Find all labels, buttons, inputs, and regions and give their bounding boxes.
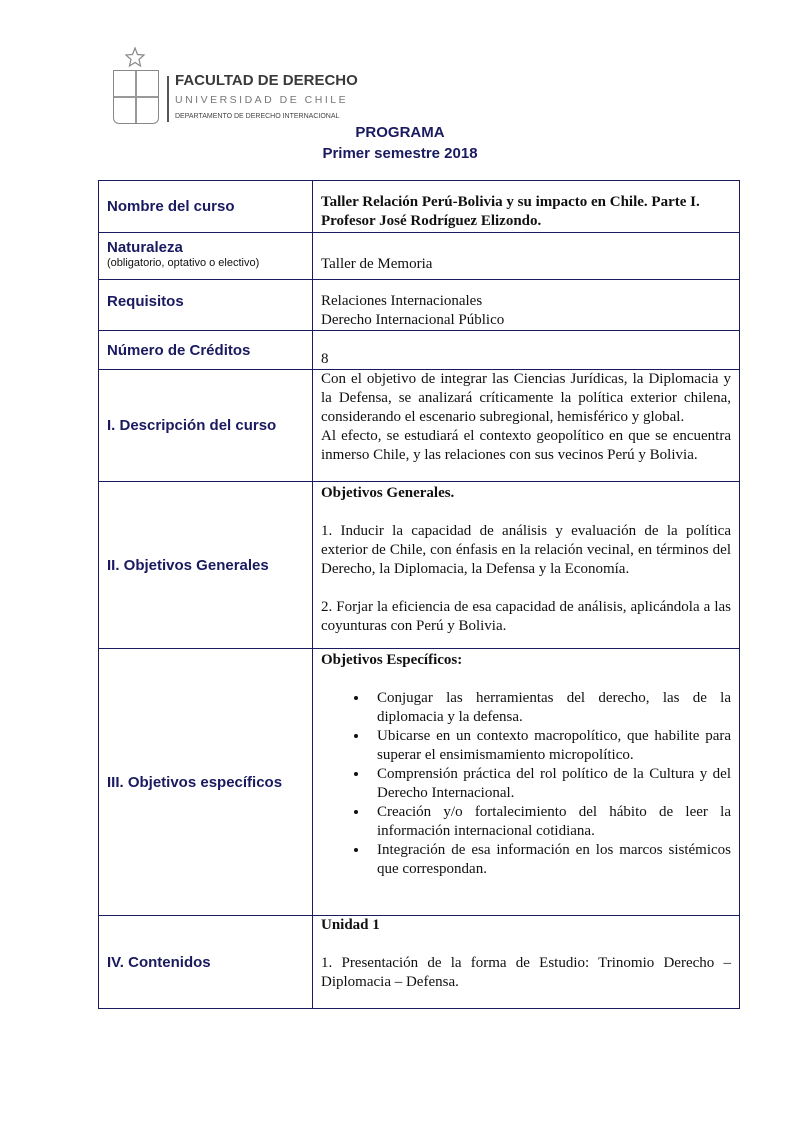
row-especificos (99, 649, 740, 916)
list-item: • Integración de esa información en los marcos sistémicos que correspondan. (369, 841, 731, 879)
descripcion-p2: Al efecto, se estudiará el contexto geopolítico en que se encuentra inmerso Chile, y las relaciones con sus vecinos Perú y Bolivia. (321, 428, 731, 463)
row-naturaleza (99, 233, 740, 280)
row-creditos (99, 331, 740, 370)
label-creditos: Número de Créditos (99, 331, 313, 370)
logo-divider (167, 76, 169, 122)
list-item: • Ubicarse en un contexto macropolítico, que habilite para superar el ensimismamiento micropolítico. (369, 727, 731, 765)
program-table (98, 180, 740, 1009)
creditos-value: 8 (313, 331, 740, 370)
row-generales (99, 482, 740, 649)
star-icon (123, 46, 147, 68)
list-item: • Conjugar las herramientas del derecho, las de la diplomacia y la defensa. (369, 689, 731, 727)
label-requisitos: Requisitos (99, 280, 313, 331)
label-especificos: III. Objetivos específicos (99, 649, 313, 916)
course-name: Taller Relación Perú-Bolivia y su impacto en Chile. Parte I. (321, 193, 700, 210)
label-nombre: Nombre del curso (99, 181, 313, 233)
contenidos-p1: 1. Presentación de la forma de Estudio: Trinomio Derecho – Diplomacia – Defensa. (321, 955, 731, 990)
logo-title: FACULTAD DE DERECHO (175, 72, 358, 89)
list-item: • Comprensión práctica del rol político de la Cultura y del Derecho Internacional. (369, 765, 731, 803)
coat-of-arms-icon (113, 70, 159, 124)
label-generales: II. Objetivos Generales (99, 482, 313, 649)
generales-p2: 2. Forjar la eficiencia de esa capacidad de análisis, aplicándola a las coyunturas con Perú y Bolivia. (321, 599, 731, 634)
generales-p1: 1. Inducir la capacidad de análisis y evaluación de la política exterior de Chile, con énfasis en la relación vecinal, en términos del Derecho, la Diplomacia, la Defensa y la Economía. (321, 523, 731, 577)
especificos-heading: Objetivos Específicos: (321, 652, 463, 668)
row-contenidos (99, 916, 740, 1009)
row-requisitos (99, 280, 740, 331)
naturaleza-value: Taller de Memoria (313, 233, 740, 280)
label-contenidos: IV. Contenidos (99, 916, 313, 1009)
course-professor: Profesor José Rodríguez Elizondo. (321, 212, 542, 229)
logo-university: UNIVERSIDAD DE CHILE (175, 94, 349, 106)
logo-department: DEPARTAMENTO DE DERECHO INTERNACIONAL (175, 113, 340, 120)
label-naturaleza: Naturaleza (107, 239, 183, 256)
label-descripcion: I. Descripción del curso (99, 370, 313, 482)
generales-heading: Objetivos Generales. (321, 485, 455, 501)
contenidos-heading: Unidad 1 (321, 917, 380, 933)
especificos-list (321, 689, 731, 879)
row-nombre (99, 181, 740, 233)
descripcion-p1: Con el objetivo de integrar las Ciencias Jurídicas, la Diplomacia y la Defensa, se analizará críticamente la política exterior chilena, considerando el escenario subregional, hemisférico y global. (321, 371, 731, 425)
page-title: PROGRAMA (355, 124, 445, 141)
page-subtitle: Primer semestre 2018 (322, 145, 478, 162)
naturaleza-note: (obligatorio, optativo o electivo) (107, 257, 260, 269)
list-item: • Creación y/o fortalecimiento del hábito de leer la información internacional cotidiana. (369, 803, 731, 841)
faculty-logo (113, 46, 373, 126)
row-descripcion (99, 370, 740, 482)
requisito-item: Derecho Internacional Público (321, 312, 505, 328)
requisito-item: Relaciones Internacionales (321, 293, 483, 309)
